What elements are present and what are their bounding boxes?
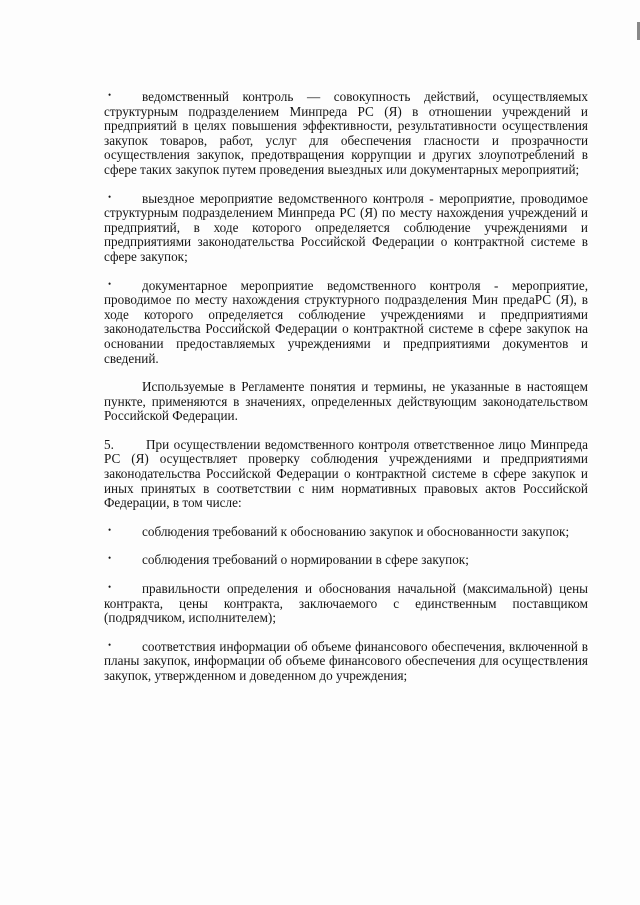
paragraph-text: соблюдения требований к обоснованию закупок и обоснованности закупок; (142, 523, 570, 539)
list-item (104, 553, 588, 568)
paragraph-text: соответствия информации об объеме финансового обеспечения, включенной в планы закупок, информации об объеме финансового обеспечения для осуществления закупок, утвержденном и доведенном до учреждения; (104, 638, 588, 683)
paragraph (104, 380, 588, 424)
list-item (104, 582, 588, 626)
list-item (104, 525, 588, 540)
list-item (104, 640, 588, 684)
list-item (104, 279, 588, 367)
list-item (104, 192, 588, 265)
paragraph-number: 5. (104, 436, 114, 452)
bullet-marker: • (108, 90, 112, 100)
paragraph-text: выездное мероприятие ведомственного контроля - мероприятие, проводимое структурным подразделением Минпреда РС (Я) по месту нахождения учреждений и предприятий, в ходе которого определяется соблюдение учреждениями и предприятиями законодательства Российской Федерации о контрактной системе в сфере закупок; (104, 190, 588, 264)
bullet-marker: • (108, 553, 112, 564)
list-item (104, 90, 588, 178)
bullet-marker: • (108, 278, 112, 289)
paragraph-text: Используемые в Регламенте понятия и термины, не указанные в настоящем пункте, применяются в значениях, определенных действующим законодательством Российской Федерации. (104, 379, 588, 424)
document-body (104, 90, 588, 698)
paragraph-text: ведомственный контроль — совокупность действий, осуществляемых структурным подразделением Минпреда РС (Я) в отношении учреждений и предприятий в целях повышения эффективности, результативности осуществления закупок товаров, работ, услуг для обеспечения гласности и прозрачности осуществления закупок, предотвращения коррупции и других злоупотреблений в сфере таких закупок путем проведения выездных или документарных мероприятий; (104, 89, 588, 177)
bullet-marker: • (108, 639, 112, 650)
paragraph-text: При осуществлении ведомственного контроля ответственное лицо Минпреда РС (Я) осуществляет проверку соблюдения учреждениями и предприятиями законодательства Российской Федерации о контрактной системе в сфере закупок и иных принятых в соответствии с ним нормативных правовых актов Российской Федерации, в том числе: (104, 436, 588, 511)
paragraph-text: соблюдения требований о нормировании в сфере закупок; (142, 552, 469, 568)
bullet-marker: • (108, 524, 112, 535)
numbered-paragraph (104, 438, 588, 511)
paragraph-text: правильности определения и обоснования начальной (максимальной) цены контракта, цены контракта, заключаемого с единственным поставщиком (подрядчиком, исполнителем); (104, 581, 588, 626)
bullet-marker: • (108, 582, 112, 593)
paragraph-text: документарное мероприятие ведомственного контроля - мероприятие, проводимое по месту нахождения структурного подразделения Мин предаРС (Я), в ходе которого определяется соблюдение учреждениями и предприятиями законодательства Российской Федерации о контрактной системе в сфере закупок на основании предоставляемых учреждениями и предприятиями документов и сведений. (104, 277, 588, 366)
bullet-marker: • (108, 191, 112, 202)
